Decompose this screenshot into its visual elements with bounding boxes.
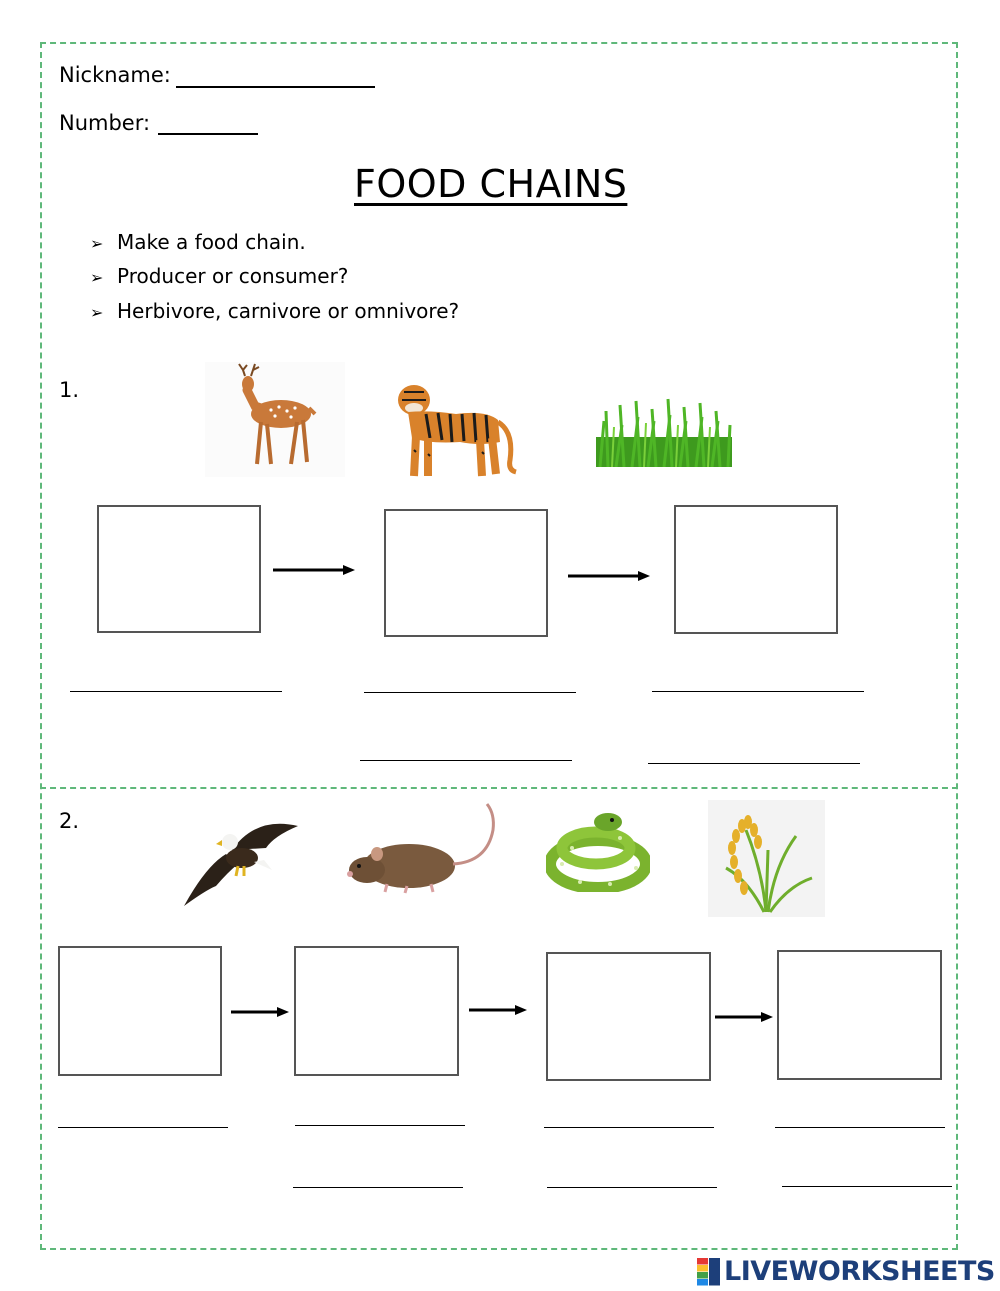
- chain-2-box-1[interactable]: [58, 946, 222, 1076]
- chain-1-answer-line-1[interactable]: [70, 691, 282, 692]
- instruction-item: [90, 263, 348, 291]
- chain-2-answer-line-6[interactable]: [547, 1187, 717, 1188]
- chain-1-answer-line-2[interactable]: [364, 692, 576, 693]
- chain-1-box-2[interactable]: [384, 509, 548, 637]
- arrowhead-bullet-icon: ➢: [90, 303, 104, 322]
- chain-2-answer-line-4[interactable]: [775, 1127, 945, 1128]
- chain-2-box-2[interactable]: [294, 946, 459, 1076]
- arrowhead-bullet-icon: ➢: [90, 268, 104, 287]
- live-blocks-icon: [697, 1258, 721, 1286]
- number-field[interactable]: [158, 133, 258, 135]
- instruction-text: Make a food chain.: [117, 230, 306, 254]
- chain-2-box-3[interactable]: [546, 952, 711, 1081]
- chain-1-box-1[interactable]: [97, 505, 261, 633]
- chain-2-answer-line-3[interactable]: [544, 1127, 714, 1128]
- right-arrow-icon: [469, 1002, 527, 1018]
- right-arrow-icon: [273, 562, 355, 578]
- rice-plant-image: [708, 800, 825, 917]
- logo-text: LIVEWORKSHEETS: [724, 1256, 995, 1287]
- chain-2-answer-line-5[interactable]: [293, 1187, 463, 1188]
- chain-1-answer-line-5[interactable]: [648, 763, 860, 764]
- right-arrow-icon: [231, 1004, 289, 1020]
- rat-image: [347, 800, 499, 895]
- chain-2-answer-line-1[interactable]: [58, 1127, 228, 1128]
- chain-2-answer-line-2[interactable]: [295, 1125, 465, 1126]
- nickname-field[interactable]: [176, 86, 375, 88]
- nickname-label: Nickname:: [59, 63, 171, 87]
- tiger-image: [390, 380, 525, 482]
- page-title: FOOD CHAINS: [354, 162, 628, 206]
- liveworksheets-logo: [697, 1258, 995, 1286]
- number-label: Number:: [59, 111, 151, 135]
- chain-2-answer-line-7[interactable]: [782, 1186, 952, 1187]
- snake-image: [546, 808, 650, 892]
- deer-image: [205, 362, 345, 477]
- section-1-number: 1.: [59, 378, 80, 402]
- section-divider: [40, 787, 958, 789]
- chain-2-box-4[interactable]: [777, 950, 942, 1080]
- right-arrow-icon: [715, 1009, 773, 1025]
- arrowhead-bullet-icon: ➢: [90, 234, 104, 253]
- instruction-text: Producer or consumer?: [117, 264, 349, 288]
- right-arrow-icon: [568, 568, 650, 584]
- section-2-number: 2.: [59, 809, 80, 833]
- chain-1-box-3[interactable]: [674, 505, 838, 634]
- instruction-text: Herbivore, carnivore or omnivore?: [117, 299, 460, 323]
- chain-1-answer-line-4[interactable]: [360, 760, 572, 761]
- instruction-item: [90, 298, 459, 326]
- eagle-image: [176, 806, 302, 910]
- chain-1-answer-line-3[interactable]: [652, 691, 864, 692]
- grass-image: [596, 381, 732, 467]
- instruction-item: [90, 229, 306, 257]
